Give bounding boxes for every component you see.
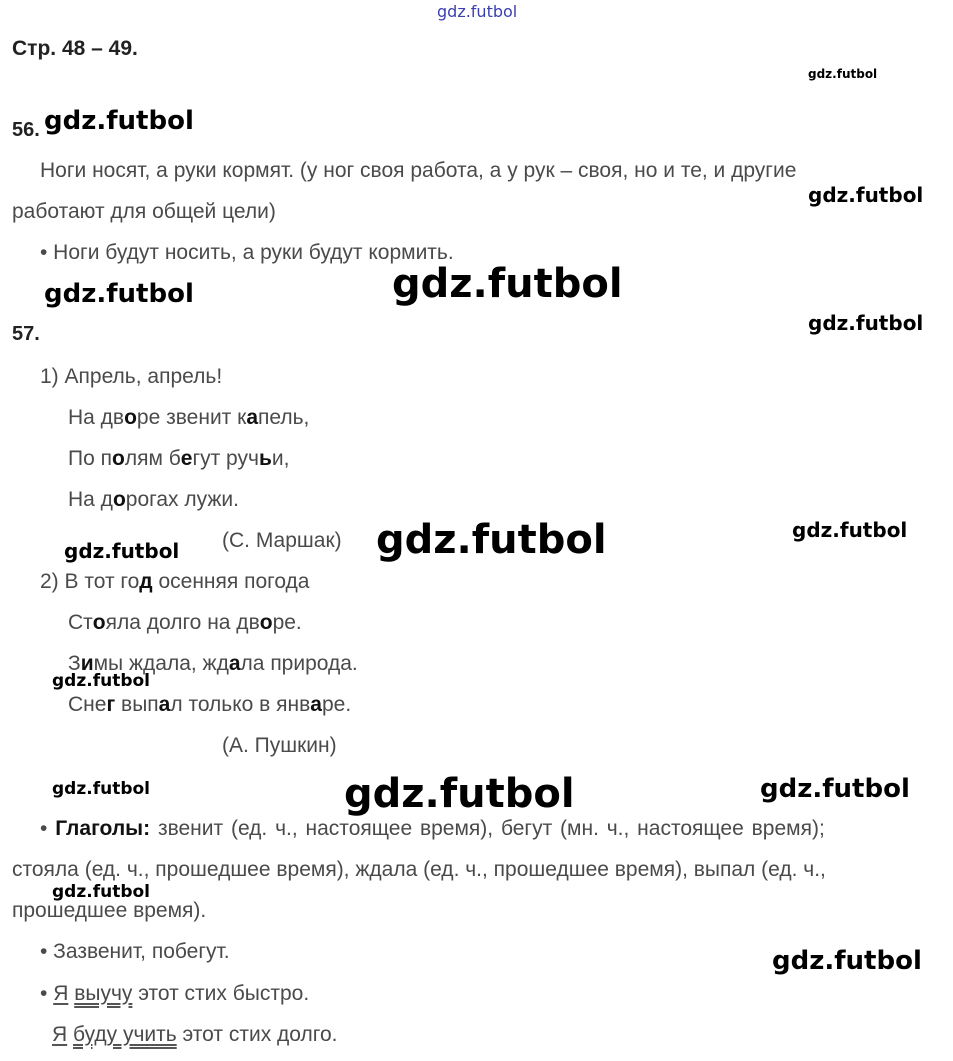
watermark: gdz.futbol — [52, 671, 150, 691]
verbs-line: • Глаголы: звенит (ед. ч., настоящее время), бегут (мн. ч., настоящее время); — [40, 817, 825, 840]
paragraph-line: работают для общей цели) — [12, 200, 276, 223]
paragraph-line: стояла (ед. ч., прошедшее время), ждала (ед. ч., прошедшее время), выпал (ед. ч., — [12, 858, 826, 881]
watermark: gdz.futbol — [437, 2, 518, 21]
exercise-number: 57. — [12, 323, 40, 345]
watermark: gdz.futbol — [64, 539, 180, 563]
paragraph-line: прошедшее время). — [12, 899, 207, 922]
poem-line: 1) Апрель, апрель! — [40, 365, 223, 388]
poem-line: На дворе звенит капель, — [68, 406, 310, 429]
watermark: gdz.futbol — [52, 882, 150, 902]
predicate: буду учить — [73, 1023, 177, 1046]
watermark: gdz.futbol — [772, 946, 922, 976]
watermark: gdz.futbol — [392, 261, 623, 307]
bullet-line: • Ноги будут носить, а руки будут кормить. — [40, 241, 454, 264]
bullet-line: • Зазвенит, побегут. — [40, 940, 230, 963]
watermark: gdz.futbol — [808, 183, 924, 207]
poem-line: На дорогах лужи. — [68, 488, 239, 511]
watermark: gdz.futbol — [808, 67, 878, 81]
poem-line: 2) В тот год осенняя погода — [40, 570, 310, 593]
bullet-marker: • — [40, 817, 56, 840]
poem-author: (А. Пушкин) — [222, 734, 337, 757]
watermark: gdz.futbol — [44, 279, 194, 309]
watermark: gdz.futbol — [52, 779, 150, 799]
predicate: выучу — [74, 982, 133, 1005]
sentence-line: Я буду учить этот стих долго. — [52, 1023, 338, 1046]
sentence-line: • Я выучу этот стих быстро. — [40, 982, 310, 1005]
poem-author: (С. Маршак) — [222, 529, 342, 552]
verbs-label: Глаголы: — [55, 817, 151, 840]
poem-line: Зимы ждала, ждала природа. — [68, 652, 358, 675]
watermark: gdz.futbol — [376, 517, 607, 563]
subject: Я — [53, 982, 69, 1005]
watermark: gdz.futbol — [760, 774, 910, 804]
poem-line: Снег выпал только в январе. — [68, 693, 352, 716]
watermark: gdz.futbol — [44, 106, 194, 136]
page-reference: Стр. 48 – 49. — [12, 37, 138, 60]
watermark: gdz.futbol — [792, 518, 908, 542]
poem-line: Стояла долго на дворе. — [68, 611, 302, 634]
watermark: gdz.futbol — [808, 311, 924, 335]
watermark: gdz.futbol — [344, 771, 575, 817]
paragraph-line: Ноги носят, а руки кормят. (у ног своя работа, а у рук – своя, но и те, и другие — [40, 159, 797, 182]
poem-line: По полям бегут ручьи, — [68, 447, 290, 470]
subject: Я — [52, 1023, 68, 1046]
exercise-number: 56. — [12, 119, 40, 141]
